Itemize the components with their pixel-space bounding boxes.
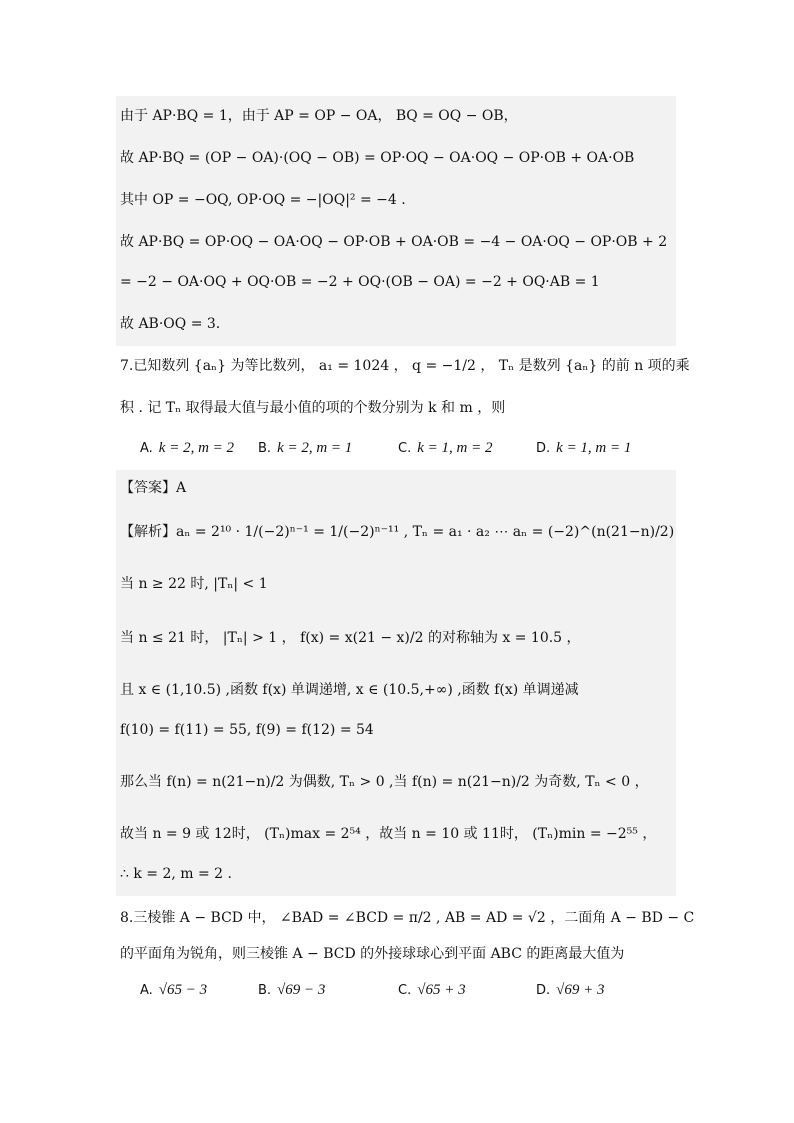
q8-option-d: D. √69 + 3 bbox=[536, 982, 605, 998]
q7-option-b: B. k = 2, m = 1 bbox=[258, 440, 353, 456]
solution6-line6: 故 AB·OQ = 3. bbox=[120, 316, 221, 332]
solution6-line1: 由于 AP·BQ = 1，由于 AP = OP − OA， BQ = OQ − OB， bbox=[120, 108, 518, 124]
q7-option-c: C. k = 1, m = 2 bbox=[398, 440, 493, 456]
q7-option-a: A. k = 2, m = 2 bbox=[140, 440, 235, 456]
q8-option-b: B. √69 − 3 bbox=[258, 982, 326, 998]
q7-analysis-line4: 且 x ∈ (1,10.5) ,函数 f(x) 单调递增, x ∈ (10.5,+∞) ,函数 f(x) 单调递减 bbox=[120, 682, 579, 698]
q7-answer: 【答案】A bbox=[120, 480, 187, 496]
solution6-line4: 故 AP·BQ = OP·OQ − OA·OQ − OP·OB + OA·OB = −4 − OA·OQ − OP·OB + 2 bbox=[120, 234, 668, 250]
q7-analysis-line6: 那么当 f(n) = n(21−n)/2 为偶数, Tₙ > 0 ,当 f(n) = n(21−n)/2 为奇数, Tₙ < 0 ， bbox=[120, 774, 649, 790]
q7-analysis-line2: 当 n ≥ 22 时, |Tₙ| < 1 bbox=[120, 576, 268, 592]
solution6-line3: 其中 OP = −OQ, OP·OQ = −|OQ|² = −4 . bbox=[120, 192, 406, 208]
q8-option-a: A. √65 − 3 bbox=[140, 982, 208, 998]
q7-stem-line1: 7.已知数列 {aₙ} 为等比数列， a₁ = 1024 ， q = −1/2 ， Tₙ 是数列 {aₙ} 的前 n 项的乘 bbox=[120, 358, 690, 374]
q7-option-d: D. k = 1, m = 1 bbox=[536, 440, 632, 456]
q8-stem-line1: 8.三棱锥 A − BCD 中， ∠BAD = ∠BCD = π/2 , AB = AD = √2 ，二面角 A − BD − C bbox=[120, 910, 695, 926]
q7-analysis-line7: 故当 n = 9 或 12时， (Tₙ)max = 2⁵⁴ ，故当 n = 10 或 11时， (Tₙ)min = −2⁵⁵ ， bbox=[120, 826, 657, 842]
q8-stem-line2: 的平面角为锐角，则三棱锥 A − BCD 的外接球球心到平面 ABC 的距离最大值为 bbox=[120, 946, 625, 962]
q7-analysis-line1: 【解析】aₙ = 2¹⁰ · 1/(−2)ⁿ⁻¹ = 1/(−2)ⁿ⁻¹¹ , Tₙ = a₁ · a₂ ⋯ aₙ = (−2)^(n(21−n)/2) bbox=[120, 524, 675, 540]
solution6-line5: = −2 − OA·OQ + OQ·OB = −2 + OQ·(OB − OA) = −2 + OQ·AB = 1 bbox=[120, 274, 600, 290]
q7-analysis-line5: f(10) = f(11) = 55, f(9) = f(12) = 54 bbox=[120, 722, 374, 738]
q7-stem-line2: 积 . 记 Tₙ 取得最大值与最小值的项的个数分别为 k 和 m ，则 bbox=[120, 400, 506, 416]
solution6-line2: 故 AP·BQ = (OP − OA)·(OQ − OB) = OP·OQ − OA·OQ − OP·OB + OA·OB bbox=[120, 150, 635, 166]
solution-block-6 bbox=[116, 96, 676, 346]
q7-analysis-line8: ∴ k = 2, m = 2 . bbox=[120, 866, 232, 882]
q7-analysis-line3: 当 n ≤ 21 时， |Tₙ| > 1 ， f(x) = x(21 − x)/2 的对称轴为 x = 10.5 ， bbox=[120, 630, 581, 646]
q8-option-c: C. √65 + 3 bbox=[398, 982, 466, 998]
